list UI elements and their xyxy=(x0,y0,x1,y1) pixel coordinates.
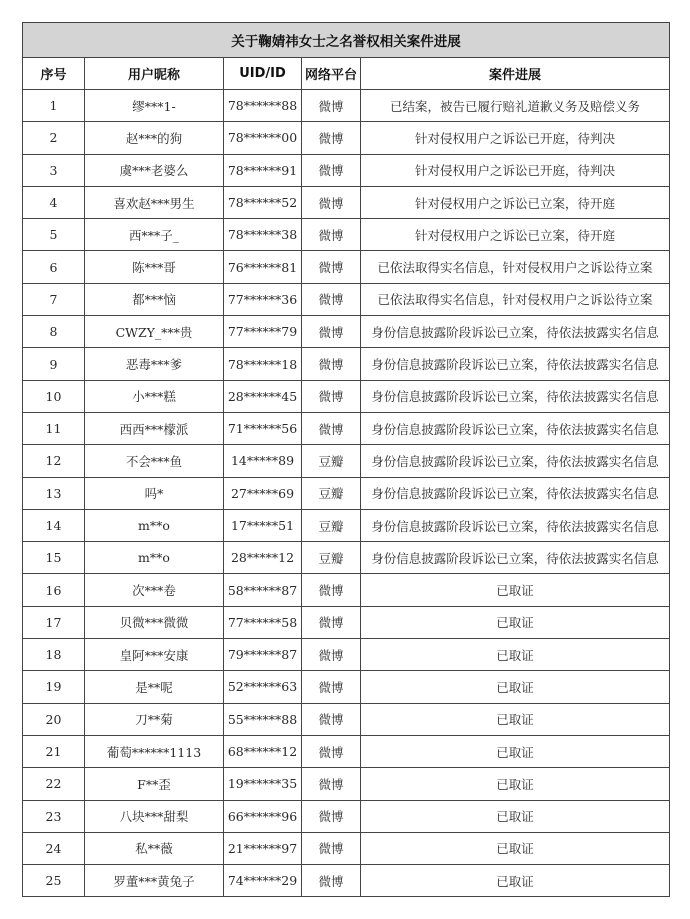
row-index: 13 xyxy=(23,477,85,509)
platform: 微博 xyxy=(302,412,361,444)
platform: 微博 xyxy=(302,832,361,864)
case-progress: 身份信息披露阶段诉讼已立案，待依法披露实名信息 xyxy=(361,348,670,380)
user-uid: 66******96 xyxy=(224,800,302,832)
case-progress: 已依法取得实名信息，针对侵权用户之诉讼待立案 xyxy=(361,283,670,315)
row-index: 16 xyxy=(23,574,85,606)
user-nickname: 贝微***微微 xyxy=(85,606,224,638)
user-uid: 28******45 xyxy=(224,380,302,412)
user-nickname: 八块***甜梨 xyxy=(85,800,224,832)
user-uid: 17*****51 xyxy=(224,509,302,541)
row-index: 1 xyxy=(23,90,85,122)
table-row xyxy=(23,380,670,412)
case-progress: 已取证 xyxy=(361,703,670,735)
row-index: 25 xyxy=(23,865,85,897)
document xyxy=(22,22,669,897)
table-row xyxy=(23,509,670,541)
user-uid: 78******38 xyxy=(224,219,302,251)
platform: 微博 xyxy=(302,283,361,315)
table-row xyxy=(23,639,670,671)
user-uid: 78******52 xyxy=(224,186,302,218)
user-nickname: m**o xyxy=(85,509,224,541)
row-index: 20 xyxy=(23,703,85,735)
user-uid: 68******12 xyxy=(224,735,302,767)
case-progress: 已取证 xyxy=(361,865,670,897)
user-uid: 74******29 xyxy=(224,865,302,897)
user-nickname: m**o xyxy=(85,542,224,574)
case-progress: 身份信息披露阶段诉讼已立案，待依法披露实名信息 xyxy=(361,477,670,509)
user-nickname: 是**呢 xyxy=(85,671,224,703)
user-nickname: 次***卷 xyxy=(85,574,224,606)
user-nickname: 罗董***黄兔子 xyxy=(85,865,224,897)
platform: 微博 xyxy=(302,154,361,186)
case-progress: 身份信息披露阶段诉讼已立案，待依法披露实名信息 xyxy=(361,380,670,412)
platform: 微博 xyxy=(302,348,361,380)
case-progress: 已取证 xyxy=(361,800,670,832)
case-progress: 已取证 xyxy=(361,768,670,800)
table-row xyxy=(23,90,670,122)
user-uid: 71******56 xyxy=(224,412,302,444)
table-row xyxy=(23,122,670,154)
case-progress: 已取证 xyxy=(361,606,670,638)
row-index: 10 xyxy=(23,380,85,412)
user-nickname: 虞***老婆么 xyxy=(85,154,224,186)
user-nickname: 私**薇 xyxy=(85,832,224,864)
platform: 微博 xyxy=(302,219,361,251)
case-progress: 身份信息披露阶段诉讼已立案，待依法披露实名信息 xyxy=(361,412,670,444)
user-nickname: 刀**菊 xyxy=(85,703,224,735)
user-nickname: 西***子_ xyxy=(85,219,224,251)
user-nickname: 喜欢赵***男生 xyxy=(85,186,224,218)
table-row xyxy=(23,735,670,767)
platform: 微博 xyxy=(302,768,361,800)
column-header-uid: UID/ID xyxy=(224,58,302,90)
table-row xyxy=(23,865,670,897)
row-index: 7 xyxy=(23,283,85,315)
platform: 微博 xyxy=(302,574,361,606)
user-uid: 78******91 xyxy=(224,154,302,186)
platform: 微博 xyxy=(302,671,361,703)
case-progress: 已取证 xyxy=(361,639,670,671)
row-index: 15 xyxy=(23,542,85,574)
user-nickname: 不会***鱼 xyxy=(85,445,224,477)
platform: 豆瓣 xyxy=(302,509,361,541)
row-index: 11 xyxy=(23,412,85,444)
user-uid: 78******88 xyxy=(224,90,302,122)
case-progress: 身份信息披露阶段诉讼已立案，待依法披露实名信息 xyxy=(361,445,670,477)
user-nickname: CWZY_***贵 xyxy=(85,316,224,348)
platform: 微博 xyxy=(302,703,361,735)
column-header-nickname: 用户昵称 xyxy=(85,58,224,90)
table-row xyxy=(23,154,670,186)
user-nickname: 赵***的狗 xyxy=(85,122,224,154)
table-row xyxy=(23,283,670,315)
user-uid: 79******87 xyxy=(224,639,302,671)
row-index: 2 xyxy=(23,122,85,154)
row-index: 9 xyxy=(23,348,85,380)
row-index: 8 xyxy=(23,316,85,348)
case-progress: 已取证 xyxy=(361,574,670,606)
platform: 微博 xyxy=(302,639,361,671)
table-row xyxy=(23,219,670,251)
user-uid: 78******18 xyxy=(224,348,302,380)
row-index: 22 xyxy=(23,768,85,800)
user-uid: 77******36 xyxy=(224,283,302,315)
platform: 微博 xyxy=(302,606,361,638)
row-index: 19 xyxy=(23,671,85,703)
table-row xyxy=(23,445,670,477)
table-row xyxy=(23,412,670,444)
user-uid: 77******79 xyxy=(224,316,302,348)
table-body xyxy=(23,90,670,897)
user-nickname: 皇阿***安康 xyxy=(85,639,224,671)
table-row xyxy=(23,671,670,703)
user-uid: 14*****89 xyxy=(224,445,302,477)
user-uid: 52******63 xyxy=(224,671,302,703)
user-uid: 19******35 xyxy=(224,768,302,800)
table-row xyxy=(23,768,670,800)
row-index: 3 xyxy=(23,154,85,186)
platform: 微博 xyxy=(302,251,361,283)
user-uid: 78******00 xyxy=(224,122,302,154)
row-index: 17 xyxy=(23,606,85,638)
platform: 豆瓣 xyxy=(302,542,361,574)
user-uid: 27*****69 xyxy=(224,477,302,509)
platform: 豆瓣 xyxy=(302,445,361,477)
table-row xyxy=(23,251,670,283)
user-uid: 77******58 xyxy=(224,606,302,638)
row-index: 23 xyxy=(23,800,85,832)
table-title: 关于鞠婧祎女士之名誉权相关案件进展 xyxy=(23,23,670,58)
case-progress: 已结案，被告已履行赔礼道歉义务及赔偿义务 xyxy=(361,90,670,122)
case-progress: 已取证 xyxy=(361,832,670,864)
platform: 豆瓣 xyxy=(302,477,361,509)
user-nickname: 都***恼 xyxy=(85,283,224,315)
case-progress: 针对侵权用户之诉讼已开庭，待判决 xyxy=(361,154,670,186)
row-index: 12 xyxy=(23,445,85,477)
table-row xyxy=(23,542,670,574)
user-uid: 55******88 xyxy=(224,703,302,735)
case-progress: 针对侵权用户之诉讼已立案，待开庭 xyxy=(361,219,670,251)
row-index: 21 xyxy=(23,735,85,767)
platform: 微博 xyxy=(302,122,361,154)
platform: 微博 xyxy=(302,865,361,897)
row-index: 5 xyxy=(23,219,85,251)
table-row xyxy=(23,574,670,606)
table-row xyxy=(23,316,670,348)
table-row xyxy=(23,477,670,509)
platform: 微博 xyxy=(302,735,361,767)
platform: 微博 xyxy=(302,90,361,122)
table-row xyxy=(23,832,670,864)
table-row xyxy=(23,348,670,380)
case-progress: 针对侵权用户之诉讼已立案，待开庭 xyxy=(361,186,670,218)
column-header-progress: 案件进展 xyxy=(361,58,670,90)
user-uid: 21******97 xyxy=(224,832,302,864)
row-index: 14 xyxy=(23,509,85,541)
case-progress: 身份信息披露阶段诉讼已立案，待依法披露实名信息 xyxy=(361,316,670,348)
case-progress-table xyxy=(22,22,670,897)
case-progress: 已依法取得实名信息，针对侵权用户之诉讼待立案 xyxy=(361,251,670,283)
column-header-platform: 网络平台 xyxy=(302,58,361,90)
user-nickname: 陈***哥 xyxy=(85,251,224,283)
case-progress: 已取证 xyxy=(361,671,670,703)
case-progress: 身份信息披露阶段诉讼已立案，待依法披露实名信息 xyxy=(361,542,670,574)
user-uid: 28*****12 xyxy=(224,542,302,574)
case-progress: 身份信息披露阶段诉讼已立案，待依法披露实名信息 xyxy=(361,509,670,541)
user-nickname: 葡萄******1113 xyxy=(85,735,224,767)
header-row xyxy=(23,58,670,90)
row-index: 4 xyxy=(23,186,85,218)
user-nickname: F**歪 xyxy=(85,768,224,800)
platform: 微博 xyxy=(302,800,361,832)
user-nickname: 小***糕 xyxy=(85,380,224,412)
row-index: 6 xyxy=(23,251,85,283)
user-nickname: 恶毒***爹 xyxy=(85,348,224,380)
user-nickname: 吗* xyxy=(85,477,224,509)
table-row xyxy=(23,186,670,218)
user-nickname: 西西***檬派 xyxy=(85,412,224,444)
row-index: 18 xyxy=(23,639,85,671)
user-uid: 76******81 xyxy=(224,251,302,283)
table-row xyxy=(23,800,670,832)
table-row xyxy=(23,606,670,638)
title-row xyxy=(23,23,670,58)
case-progress: 针对侵权用户之诉讼已开庭，待判决 xyxy=(361,122,670,154)
platform: 微博 xyxy=(302,316,361,348)
platform: 微博 xyxy=(302,380,361,412)
row-index: 24 xyxy=(23,832,85,864)
column-header-index: 序号 xyxy=(23,58,85,90)
user-uid: 58******87 xyxy=(224,574,302,606)
platform: 微博 xyxy=(302,186,361,218)
table-row xyxy=(23,703,670,735)
user-nickname: 缪***1- xyxy=(85,90,224,122)
case-progress: 已取证 xyxy=(361,735,670,767)
